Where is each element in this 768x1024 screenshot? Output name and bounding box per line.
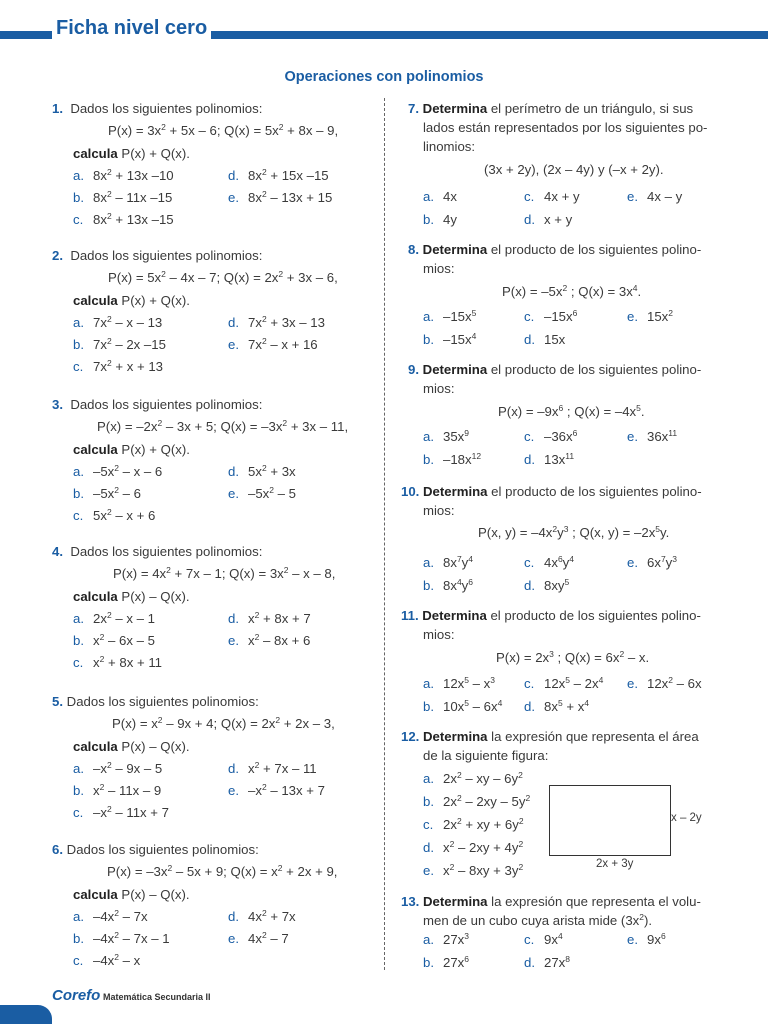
rectangle-figure bbox=[549, 785, 671, 856]
answer-option-e: e. 4x – y bbox=[627, 189, 683, 204]
answer-option-b: b. $-5x^2 - 6$ bbox=[73, 485, 141, 501]
calculate-instruction: calcula P(x) + Q(x). bbox=[73, 293, 190, 308]
answer-option-d: d. $8xy^5$ bbox=[524, 577, 570, 593]
answer-option-c: c. $-4x^2$ – x bbox=[73, 952, 141, 968]
question-intro: 1. Dados los siguientes polinomios: bbox=[52, 101, 263, 116]
question-number: 11. bbox=[401, 608, 419, 623]
answer-option-b: b. $8x^2 - 11x$ –15 bbox=[73, 189, 173, 205]
calculate-instruction: calcula P(x) – Q(x). bbox=[73, 887, 190, 902]
question-intro: 3. Dados los siguientes polinomios: bbox=[52, 397, 263, 412]
polynomial-expression: $P(x) = -9x^6$ ; $Q(x) = -4x^5$. bbox=[498, 403, 645, 419]
answer-option-d: d. $x^2 - 2xy + 4y^2$ bbox=[423, 839, 524, 855]
answer-option-d: d. x + y bbox=[524, 212, 573, 227]
question-intro: 2. Dados los siguientes polinomios: bbox=[52, 248, 263, 263]
polynomial-expression: $P(x) = -5x^2$ ; $Q(x) = 3x^4$. bbox=[502, 283, 642, 299]
answer-option-c: c. $8x^2 + 13x$ –15 bbox=[73, 211, 174, 227]
answer-option-c: c. $-x^2 - 11x + 7$ bbox=[73, 804, 169, 820]
calculate-instruction: calcula P(x) + Q(x). bbox=[73, 146, 190, 161]
polynomial-expression: $P(x) = 2x^3$ ; $Q(x) = 6x^2 - x$. bbox=[496, 649, 650, 665]
polynomial-expression: $P(x) = -3x^2 - 5x + 9$; $Q(x) = x^2 + 2x + 9$, bbox=[107, 863, 338, 879]
answer-option-c: c. $5x^2 - x + 6$ bbox=[73, 507, 156, 523]
answer-option-a: a. $-4x^2 - 7x$ bbox=[73, 908, 148, 924]
section-title: Operaciones con polinomios bbox=[284, 69, 484, 85]
question-number: 8. bbox=[408, 242, 419, 257]
question-number: 4. bbox=[52, 544, 63, 559]
question-intro: 6. Dados los siguientes polinomios: bbox=[52, 842, 259, 857]
answer-option-e: e. $9x^6$ bbox=[627, 931, 666, 947]
question-number: 3. bbox=[52, 397, 63, 412]
polynomial-expression: P(x, $y) = -4x^2y^3$ ; Q(x, $y) = -2x^5y$. bbox=[478, 524, 670, 540]
question-statement: 12. Determina la expresión que representa el área bbox=[401, 729, 699, 744]
calculate-instruction: calcula P(x) – Q(x). bbox=[73, 739, 190, 754]
answer-option-d: d. $5x^2 + 3x$ bbox=[228, 463, 296, 479]
answer-option-a: a. $2x^2$ – x – 1 bbox=[73, 610, 155, 626]
answer-option-a: a. $-x^2 - 9x - 5$ bbox=[73, 760, 163, 776]
footer-subtitle: Matemática Secundaria II bbox=[103, 992, 211, 1002]
question-number: 6. bbox=[52, 842, 63, 857]
question-statement-line: mios: bbox=[423, 627, 455, 642]
answer-option-a: a. $-15x^5$ bbox=[423, 308, 477, 324]
answer-option-b: b. $10x^5 - 6x^4$ bbox=[423, 698, 503, 714]
answer-option-b: b. $-4x^2 - 7x - 1$ bbox=[73, 930, 170, 946]
answer-option-a: a. $2x^2$ – xy – $6y^2$ bbox=[423, 770, 523, 786]
answer-option-b: b. $27x^6$ bbox=[423, 954, 469, 970]
answer-option-e: e. $-5x^2 - 5$ bbox=[228, 485, 296, 501]
answer-option-b: b. $x^2 - 11x - 9$ bbox=[73, 782, 162, 798]
answer-option-b: b. $-18x^{12}$ bbox=[423, 451, 482, 467]
calculate-instruction: calcula P(x) + Q(x). bbox=[73, 442, 190, 457]
question-number: 10. bbox=[401, 484, 420, 499]
header-bar-left bbox=[0, 31, 60, 39]
answer-option-e: e. $6x^7y^3$ bbox=[627, 554, 677, 570]
answer-option-a: a. $8x^7y^4$ bbox=[423, 554, 473, 570]
footer-corner-tab bbox=[0, 1005, 52, 1024]
answer-option-d: d. $7x^2 + 3x - 13$ bbox=[228, 314, 325, 330]
answer-option-d: d. $13x^{11}$ bbox=[524, 451, 575, 467]
answer-option-a: a. $-5x^2$ – x – 6 bbox=[73, 463, 163, 479]
polynomial-expression: (3x + 2y), (2x – 4y) y (–x + 2y). bbox=[484, 162, 664, 177]
answer-option-c: c. $12x^5 - 2x^4$ bbox=[524, 675, 604, 691]
question-statement-line: mios: bbox=[423, 261, 455, 276]
answer-option-b: b. 4y bbox=[423, 212, 457, 227]
answer-option-a: a. $27x^3$ bbox=[423, 931, 469, 947]
answer-option-b: b. $-15x^4$ bbox=[423, 331, 477, 347]
footer-brand: Corefo bbox=[52, 987, 101, 1004]
answer-option-a: a. $7x^2$ – x – 13 bbox=[73, 314, 163, 330]
answer-option-c: c. $7x^2 + x + 13$ bbox=[73, 358, 163, 374]
answer-option-b: b. $2x^2 - 2xy - 5y^2$ bbox=[423, 793, 531, 809]
question-statement: 9. Determina el producto de los siguientes polino- bbox=[408, 362, 702, 377]
question-number: 1. bbox=[52, 101, 63, 116]
question-statement-line: mios: bbox=[423, 381, 455, 396]
question-statement: 10. Determina el producto de los siguientes polino- bbox=[401, 484, 702, 499]
question-statement: 8. Determina el producto de los siguientes polino- bbox=[408, 242, 702, 257]
answer-option-a: a. 4x bbox=[423, 189, 457, 204]
answer-option-d: d. $8x^5 + x^4$ bbox=[524, 698, 590, 714]
question-number: 12. bbox=[401, 729, 420, 744]
page-title: Ficha nivel cero bbox=[52, 14, 211, 42]
question-statement: 13. Determina la expresión que representa el volu- bbox=[401, 894, 701, 909]
answer-option-e: e. $15x^2$ bbox=[627, 308, 673, 324]
answer-option-c: c. $2x^2$ + xy + $6y^2$ bbox=[423, 816, 524, 832]
answer-option-e: e. $x^2 - 8xy + 3y^2$ bbox=[423, 862, 524, 878]
question-statement-line: linomios: bbox=[423, 139, 476, 154]
polynomial-expression: $P(x) = 5x^2 - 4x - 7$; $Q(x) = 2x^2 + 3x - 6$, bbox=[108, 269, 338, 285]
question-statement: 7. Determina el perímetro de un triángulo, si sus bbox=[408, 101, 694, 116]
answer-option-d: d. 15x bbox=[524, 332, 566, 347]
question-number: 13. bbox=[401, 894, 420, 909]
question-statement-line: mios: bbox=[423, 503, 455, 518]
polynomial-expression: $P(x) = x^2 - 9x + 4$; $Q(x) = 2x^2 + 2x - 3$, bbox=[112, 715, 335, 731]
answer-option-c: c. $-36x^6$ bbox=[524, 428, 578, 444]
answer-option-d: d. $4x^2 + 7x$ bbox=[228, 908, 296, 924]
question-statement: 11. Determina el producto de los siguientes polino- bbox=[401, 608, 701, 623]
answer-option-c: c. $-15x^6$ bbox=[524, 308, 578, 324]
answer-option-e: e. $12x^2 - 6x$ bbox=[627, 675, 702, 691]
answer-option-b: b. $x^2 - 6x - 5$ bbox=[73, 632, 155, 648]
answer-option-c: c. 4x + y bbox=[524, 189, 580, 204]
answer-option-a: a. $8x^2 + 13x$ –10 bbox=[73, 167, 174, 183]
question-statement-line: de la siguiente figura: bbox=[423, 748, 549, 763]
question-number: 2. bbox=[52, 248, 63, 263]
question-number: 5. bbox=[52, 694, 63, 709]
answer-option-d: d. $x^2 + 7x - 11$ bbox=[228, 760, 317, 776]
question-intro: 4. Dados los siguientes polinomios: bbox=[52, 544, 263, 559]
column-divider bbox=[384, 98, 385, 970]
polynomial-expression: $P(x) = 3x^2 + 5x - 6$; $Q(x) = 5x^2 + 8x - 9$, bbox=[108, 122, 339, 138]
answer-option-e: e. $x^2 - 8x + 6$ bbox=[228, 632, 311, 648]
answer-option-a: a. $35x^9$ bbox=[423, 428, 469, 444]
answer-option-e: e. $7x^2 - x + 16$ bbox=[228, 336, 318, 352]
header-bar-right bbox=[200, 31, 768, 39]
answer-option-b: b. $7x^2 - 2x$ –15 bbox=[73, 336, 166, 352]
polynomial-expression: $P(x) = -2x^2 - 3x + 5$; $Q(x) = -3x^2 + 3x - 11$, bbox=[97, 418, 349, 434]
question-statement-line: men de un cubo cuya arista mide $(3x^2)$. bbox=[423, 912, 653, 928]
question-statement-line: lados están representados por los siguientes po- bbox=[423, 120, 708, 135]
answer-option-e: e. $36x^{11}$ bbox=[627, 428, 678, 444]
question-number: 9. bbox=[408, 362, 419, 377]
answer-option-e: e. $8x^2 - 13x + 15$ bbox=[228, 189, 333, 205]
answer-option-e: e. $-x^2 - 13x + 7$ bbox=[228, 782, 325, 798]
polynomial-expression: $P(x) = 4x^2 + 7x - 1$; $Q(x) = 3x^2 - x - 8$, bbox=[113, 565, 336, 581]
answer-option-c: c. $4x^6y^4$ bbox=[524, 554, 574, 570]
answer-option-d: d. $27x^8$ bbox=[524, 954, 570, 970]
answer-option-e: e. $4x^2 - 7$ bbox=[228, 930, 289, 946]
figure-bottom-label: 2x + 3y bbox=[596, 858, 634, 870]
answer-option-a: a. $12x^5 - x^3$ bbox=[423, 675, 495, 691]
calculate-instruction: calcula P(x) – Q(x). bbox=[73, 589, 190, 604]
answer-option-b: b. $8x^4y^6$ bbox=[423, 577, 473, 593]
question-number: 7. bbox=[408, 101, 419, 116]
figure-side-label: x – 2y bbox=[671, 812, 702, 824]
answer-option-d: d. $x^2 + 8x + 7$ bbox=[228, 610, 311, 626]
question-intro: 5. Dados los siguientes polinomios: bbox=[52, 694, 259, 709]
answer-option-c: c. $9x^4$ bbox=[524, 931, 563, 947]
answer-option-c: c. $x^2 + 8x + 11$ bbox=[73, 654, 163, 670]
answer-option-d: d. $8x^2 + 15x$ –15 bbox=[228, 167, 329, 183]
